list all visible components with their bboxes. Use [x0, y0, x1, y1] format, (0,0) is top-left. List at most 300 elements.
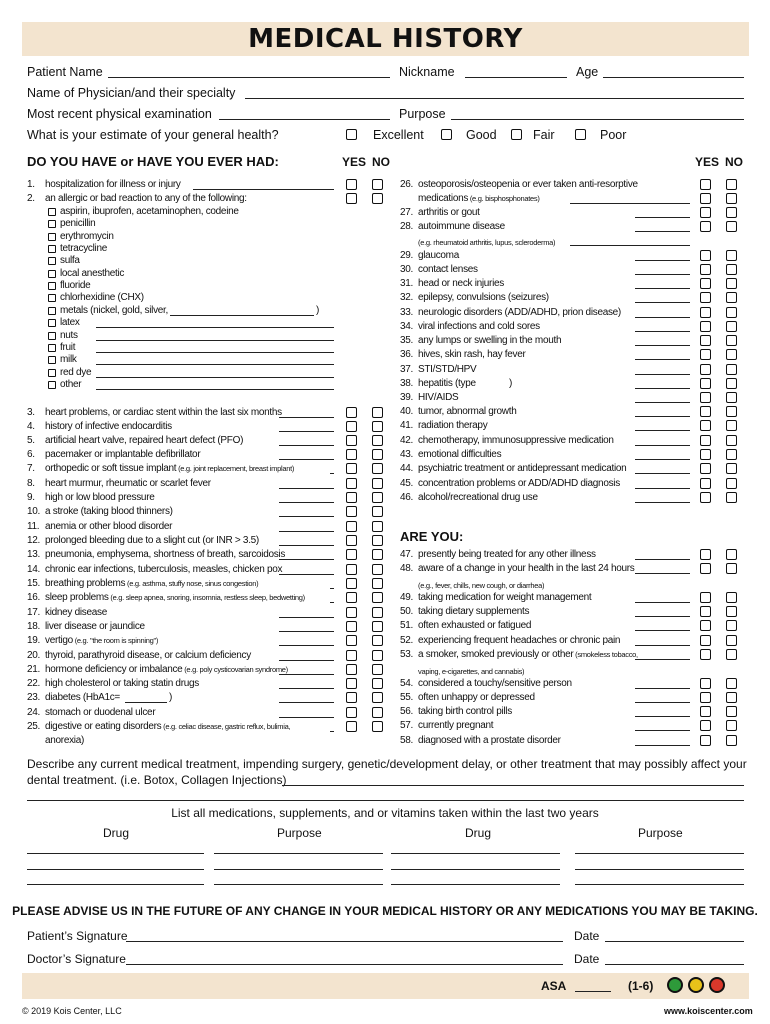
answer-line[interactable]: [635, 645, 690, 646]
no-checkbox[interactable]: [372, 193, 383, 204]
allergen-label: fluoride: [60, 280, 91, 292]
allergen-checkbox[interactable]: [48, 270, 56, 278]
no-checkbox[interactable]: [372, 549, 383, 560]
describe-field-2[interactable]: [27, 800, 744, 801]
yes-checkbox[interactable]: [700, 606, 711, 617]
yes-checkbox[interactable]: [700, 563, 711, 574]
medication-line[interactable]: [27, 853, 204, 854]
allergen-checkbox[interactable]: [48, 344, 56, 352]
yes-checkbox[interactable]: [346, 179, 357, 190]
item-number: 34.: [400, 321, 414, 332]
no-checkbox[interactable]: [372, 607, 383, 618]
no-checkbox[interactable]: [372, 621, 383, 632]
answer-line[interactable]: [330, 731, 334, 732]
yes-checkbox[interactable]: [700, 549, 711, 560]
yes-checkbox[interactable]: [700, 335, 711, 346]
answer-line[interactable]: [635, 616, 690, 617]
no-checkbox[interactable]: [726, 278, 737, 289]
answer-line[interactable]: [635, 473, 690, 474]
yes-checkbox[interactable]: [346, 478, 357, 489]
answer-line[interactable]: [635, 345, 690, 346]
doctor-date-field[interactable]: [605, 964, 744, 965]
yes-checkbox[interactable]: [700, 720, 711, 731]
answer-line[interactable]: [279, 645, 334, 646]
item-label: emotional difficulties: [418, 449, 502, 460]
item-label: experiencing frequent headaches or chronic pain: [418, 635, 621, 646]
answer-line[interactable]: [279, 545, 334, 546]
item-example-note: (e.g. rheumatoid arthritis, lupus, scleroderma): [418, 238, 556, 247]
section-header-are-you: ARE YOU:: [400, 529, 464, 544]
no-checkbox[interactable]: [726, 692, 737, 703]
good-checkbox[interactable]: [441, 129, 452, 140]
yes-checkbox[interactable]: [700, 449, 711, 460]
exam-field[interactable]: [219, 119, 390, 120]
yes-checkbox[interactable]: [700, 678, 711, 689]
answer-line[interactable]: [635, 630, 690, 631]
age-field[interactable]: [603, 77, 744, 78]
yes-checkbox[interactable]: [346, 407, 357, 418]
no-checkbox[interactable]: [372, 692, 383, 703]
allergen-checkbox[interactable]: [48, 294, 56, 302]
red-status-dot[interactable]: [709, 977, 725, 993]
patient-date-field[interactable]: [605, 941, 744, 942]
yes-checkbox[interactable]: [700, 420, 711, 431]
no-checkbox[interactable]: [372, 179, 383, 190]
no-checkbox[interactable]: [726, 678, 737, 689]
item-number: 6.: [27, 449, 35, 460]
item-label: considered a touchy/sensitive person: [418, 678, 572, 689]
answer-line[interactable]: [635, 502, 690, 503]
item-number: 22.: [27, 678, 41, 689]
yes-checkbox[interactable]: [346, 635, 357, 646]
yes-checkbox[interactable]: [700, 221, 711, 232]
no-checkbox[interactable]: [726, 335, 737, 346]
no-checkbox[interactable]: [372, 707, 383, 718]
describe-text: Describe any current medical treatment, impending surgery, genetic/development delay, or other treatment that may possibly affect your: [27, 757, 747, 771]
yes-checkbox[interactable]: [700, 364, 711, 375]
no-checkbox[interactable]: [726, 435, 737, 446]
item-label: chronic ear infections, tuberculosis, measles, chicken pox: [45, 564, 283, 575]
answer-line[interactable]: [635, 302, 690, 303]
no-checkbox[interactable]: [726, 563, 737, 574]
item-example-note: (e.g. asthma, stuffy nose, sinus congestion): [125, 579, 259, 588]
no-checkbox[interactable]: [726, 378, 737, 389]
answer-line[interactable]: [635, 745, 690, 746]
no-checkbox[interactable]: [372, 407, 383, 418]
item-label: heart problems, or cardiac stent within the last six months: [45, 407, 282, 418]
answer-line[interactable]: [635, 217, 690, 218]
item-example-note: (e.g., fever, chills, new cough, or diarrhea): [418, 581, 545, 590]
yes-checkbox[interactable]: [700, 649, 711, 660]
yes-checkbox[interactable]: [346, 449, 357, 460]
no-checkbox[interactable]: [726, 635, 737, 646]
item-label: sleep problems (e.g. sleep apnea, snoring, insomnia, restless sleep, bedwetting): [45, 592, 305, 603]
allergen-line[interactable]: [96, 327, 334, 328]
yes-checkbox[interactable]: [346, 621, 357, 632]
allergen-label: other: [60, 378, 82, 390]
yes-checkbox[interactable]: [346, 463, 357, 474]
medication-line[interactable]: [391, 869, 560, 870]
no-checkbox[interactable]: [726, 592, 737, 603]
item-number: 23.: [27, 692, 41, 703]
item-label: high or low blood pressure: [45, 492, 155, 503]
answer-line[interactable]: [279, 660, 334, 661]
medication-line[interactable]: [27, 869, 204, 870]
allergen-label: nuts: [60, 329, 78, 341]
allergen-checkbox[interactable]: [48, 319, 56, 327]
answer-line[interactable]: [279, 702, 334, 703]
item-label: pacemaker or implantable defibrillator: [45, 449, 201, 460]
yes-checkbox[interactable]: [700, 435, 711, 446]
item-label: diabetes (HbA1c=: [45, 692, 120, 703]
fair-checkbox[interactable]: [511, 129, 522, 140]
item-label: hepatitis (type: [418, 378, 476, 389]
no-checkbox[interactable]: [372, 449, 383, 460]
item-number: 56.: [400, 706, 414, 717]
physician-field[interactable]: [245, 98, 744, 99]
item-number: 12.: [27, 535, 41, 546]
medication-line[interactable]: [391, 884, 560, 885]
answer-line[interactable]: [635, 688, 690, 689]
answer-line[interactable]: [635, 274, 690, 275]
medication-line[interactable]: [575, 884, 744, 885]
item-number: 20.: [27, 650, 41, 661]
yes-checkbox[interactable]: [700, 592, 711, 603]
no-checkbox[interactable]: [726, 649, 737, 660]
yes-checkbox[interactable]: [346, 193, 357, 204]
medication-line[interactable]: [575, 853, 744, 854]
yes-checkbox[interactable]: [346, 506, 357, 517]
no-checkbox[interactable]: [726, 193, 737, 204]
yes-checkbox[interactable]: [700, 478, 711, 489]
item-number: 42.: [400, 435, 414, 446]
item-number: 14.: [27, 564, 41, 575]
asa-label: ASA: [541, 979, 567, 993]
answer-line[interactable]: [279, 445, 334, 446]
patient-signature-label: Patient’s Signature: [27, 929, 128, 943]
yes-checkbox[interactable]: [700, 179, 711, 190]
no-checkbox[interactable]: [726, 420, 737, 431]
medication-line[interactable]: [214, 869, 383, 870]
no-checkbox[interactable]: [372, 678, 383, 689]
yes-checkbox[interactable]: [346, 435, 357, 446]
yes-checkbox[interactable]: [346, 564, 357, 575]
yes-checkbox[interactable]: [346, 721, 357, 732]
yes-checkbox[interactable]: [700, 492, 711, 503]
fair-label: Fair: [533, 128, 555, 142]
yes-checkbox[interactable]: [700, 735, 711, 746]
yes-checkbox[interactable]: [700, 250, 711, 261]
no-checkbox[interactable]: [726, 735, 737, 746]
no-checkbox[interactable]: [726, 307, 737, 318]
item-label: a stroke (taking blood thinners): [45, 506, 173, 517]
allergen-checkbox[interactable]: [48, 220, 56, 228]
answer-line[interactable]: [330, 602, 334, 603]
answer-line[interactable]: [635, 702, 690, 703]
describe-field[interactable]: [282, 785, 744, 786]
item25-continued: anorexia): [45, 735, 84, 746]
answer-line[interactable]: [279, 516, 334, 517]
answer-line[interactable]: [279, 531, 334, 532]
medication-line[interactable]: [27, 884, 204, 885]
no-checkbox[interactable]: [726, 179, 737, 190]
allergen-checkbox[interactable]: [48, 356, 56, 364]
item-label: alcohol/recreational drug use: [418, 492, 538, 503]
nickname-label: Nickname: [399, 65, 455, 79]
item-number: 49.: [400, 592, 414, 603]
yes-checkbox[interactable]: [346, 650, 357, 661]
asa-field[interactable]: [575, 991, 611, 992]
answer-line[interactable]: [330, 588, 334, 589]
medication-line[interactable]: [214, 853, 383, 854]
purpose-field[interactable]: [451, 119, 744, 120]
allergen-label: metals (nickel, gold, silver,: [60, 304, 169, 316]
answer-line[interactable]: [279, 717, 334, 718]
no-checkbox[interactable]: [726, 221, 737, 232]
green-status-dot[interactable]: [667, 977, 683, 993]
no-checkbox[interactable]: [726, 250, 737, 261]
answer-line[interactable]: [279, 617, 334, 618]
yes-checkbox[interactable]: [346, 692, 357, 703]
no-checkbox[interactable]: [372, 506, 383, 517]
yes-checkbox[interactable]: [346, 592, 357, 603]
section-header-have: DO YOU HAVE or HAVE YOU EVER HAD:: [27, 154, 279, 169]
answer-line[interactable]: [635, 559, 690, 560]
yes-checkbox[interactable]: [346, 607, 357, 618]
allergen-line[interactable]: [96, 377, 334, 378]
yes-checkbox[interactable]: [700, 292, 711, 303]
no-checkbox[interactable]: [372, 521, 383, 532]
no-checkbox[interactable]: [372, 721, 383, 732]
asa-range: (1-6): [628, 979, 654, 993]
no-checkbox[interactable]: [372, 578, 383, 589]
no-checkbox[interactable]: [726, 364, 737, 375]
item-label: concentration problems or ADD/ADHD diagnosis: [418, 478, 620, 489]
item-number: 44.: [400, 463, 414, 474]
patient-name-field[interactable]: [108, 77, 390, 78]
answer-line[interactable]: [635, 573, 690, 574]
allergen-checkbox[interactable]: [48, 245, 56, 253]
item-number: 35.: [400, 335, 414, 346]
answer-line[interactable]: [635, 231, 690, 232]
answer-line[interactable]: [279, 488, 334, 489]
answer-line[interactable]: [570, 203, 690, 204]
no-checkbox[interactable]: [372, 435, 383, 446]
answer-line[interactable]: [279, 431, 334, 432]
answer-line[interactable]: [279, 574, 334, 575]
no-checkbox[interactable]: [726, 449, 737, 460]
item-label: medications (e.g. bisphosphonates): [418, 193, 540, 204]
answer-line[interactable]: [570, 245, 690, 246]
yes-checkbox[interactable]: [700, 278, 711, 289]
yes-checkbox[interactable]: [346, 535, 357, 546]
yes-checkbox[interactable]: [346, 707, 357, 718]
medication-line[interactable]: [391, 853, 560, 854]
allergen-label: penicillin: [60, 218, 96, 230]
no-checkbox[interactable]: [726, 264, 737, 275]
allergen-line[interactable]: [170, 315, 314, 316]
allergen-line[interactable]: [96, 389, 334, 390]
answer-line[interactable]: [635, 331, 690, 332]
no-checkbox[interactable]: [726, 720, 737, 731]
no-checkbox[interactable]: [372, 592, 383, 603]
item-label: history of infective endocarditis: [45, 421, 172, 432]
yes-checkbox[interactable]: [346, 664, 357, 675]
item-example-note: (e.g. sleep apnea, snoring, insomnia, restless sleep, bedwetting): [108, 593, 305, 602]
medication-line[interactable]: [575, 869, 744, 870]
allergen-line[interactable]: [96, 364, 334, 365]
yes-checkbox[interactable]: [700, 349, 711, 360]
no-checkbox[interactable]: [726, 406, 737, 417]
no-checkbox[interactable]: [372, 564, 383, 575]
answer-line[interactable]: [279, 417, 334, 418]
item-label: STI/STD/HPV: [418, 364, 477, 375]
no-checkbox[interactable]: [726, 492, 737, 503]
yes-checkbox[interactable]: [700, 692, 711, 703]
no-checkbox[interactable]: [726, 478, 737, 489]
answer-line[interactable]: [635, 430, 690, 431]
no-checkbox[interactable]: [372, 492, 383, 503]
answer-line[interactable]: [193, 189, 334, 190]
answer-line[interactable]: [635, 445, 690, 446]
answer-line[interactable]: [635, 716, 690, 717]
no-checkbox[interactable]: [372, 535, 383, 546]
no-checkbox[interactable]: [726, 706, 737, 717]
no-checkbox[interactable]: [726, 606, 737, 617]
no-checkbox[interactable]: [372, 421, 383, 432]
no-checkbox[interactable]: [726, 549, 737, 560]
yes-checkbox[interactable]: [700, 463, 711, 474]
answer-line[interactable]: [330, 473, 334, 474]
nickname-field[interactable]: [465, 77, 567, 78]
yes-checkbox[interactable]: [700, 620, 711, 631]
allergen-label: red dye: [60, 366, 92, 378]
excellent-checkbox[interactable]: [346, 129, 357, 140]
answer-line[interactable]: [635, 730, 690, 731]
item-number: 55.: [400, 692, 414, 703]
item-number: 58.: [400, 735, 414, 746]
answer-line[interactable]: [635, 359, 690, 360]
yes-checkbox[interactable]: [700, 635, 711, 646]
yes-checkbox[interactable]: [700, 378, 711, 389]
yes-checkbox[interactable]: [346, 492, 357, 503]
allergen-line[interactable]: [96, 340, 334, 341]
answer-line[interactable]: [635, 388, 690, 389]
drug-col-2: Drug: [465, 826, 492, 840]
item-label: artificial heart valve, repaired heart defect (PFO): [45, 435, 244, 446]
no-checkbox[interactable]: [372, 635, 383, 646]
answer-line[interactable]: [635, 416, 690, 417]
purpose-label: Purpose: [399, 107, 446, 121]
item-label: breathing problems (e.g. asthma, stuffy nose, sinus congestion): [45, 578, 259, 589]
yes-checkbox[interactable]: [346, 549, 357, 560]
yellow-status-dot[interactable]: [688, 977, 704, 993]
item-number: 17.: [27, 607, 41, 618]
answer-line[interactable]: [279, 502, 334, 503]
yes-checkbox[interactable]: [346, 521, 357, 532]
no-checkbox[interactable]: [726, 292, 737, 303]
no-checkbox[interactable]: [726, 620, 737, 631]
answer-line[interactable]: [635, 374, 690, 375]
answer-line[interactable]: [635, 317, 690, 318]
answer-line[interactable]: [635, 459, 690, 460]
answer-line[interactable]: [635, 402, 690, 403]
yes-checkbox[interactable]: [346, 578, 357, 589]
item-label: prolonged bleeding due to a slight cut (or INR > 3.5): [45, 535, 259, 546]
allergen-line[interactable]: [96, 352, 334, 353]
poor-checkbox[interactable]: [575, 129, 586, 140]
allergen-checkbox[interactable]: [48, 332, 56, 340]
yes-checkbox[interactable]: [700, 207, 711, 218]
medication-line[interactable]: [214, 884, 383, 885]
yes-checkbox[interactable]: [700, 264, 711, 275]
item-number: 11.: [27, 521, 40, 532]
item-label: digestive or eating disorders (e.g. celiac disease, gastric reflux, bulimia,: [45, 721, 291, 732]
answer-line[interactable]: [635, 602, 690, 603]
no-checkbox[interactable]: [372, 664, 383, 675]
no-checkbox[interactable]: [726, 207, 737, 218]
item-label: orthopedic or soft tissue implant (e.g. joint replacement, breast implant): [45, 463, 295, 474]
allergen-checkbox[interactable]: [48, 307, 56, 315]
describe-text-2: dental treatment. (i.e. Botox, Collagen Injections): [27, 773, 287, 787]
item-number: 16.: [27, 592, 41, 603]
allergen-checkbox[interactable]: [48, 257, 56, 265]
yes-checkbox[interactable]: [700, 193, 711, 204]
answer-line[interactable]: [279, 459, 334, 460]
answer-line[interactable]: [279, 674, 334, 675]
allergen-checkbox[interactable]: [48, 381, 56, 389]
yes-checkbox[interactable]: [700, 406, 711, 417]
no-checkbox[interactable]: [726, 463, 737, 474]
answer-line[interactable]: [635, 260, 690, 261]
item-number: 1.: [27, 179, 35, 190]
allergen-checkbox[interactable]: [48, 208, 56, 216]
yes-checkbox[interactable]: [700, 321, 711, 332]
hba1c-field[interactable]: [125, 702, 167, 703]
no-checkbox[interactable]: [726, 349, 737, 360]
item-label: HIV/AIDS: [418, 392, 459, 403]
answer-line[interactable]: [279, 559, 334, 560]
answer-line[interactable]: [635, 488, 690, 489]
no-checkbox[interactable]: [372, 650, 383, 661]
yes-checkbox[interactable]: [346, 678, 357, 689]
item-label: chemotherapy, immunosuppressive medication: [418, 435, 614, 446]
yes-checkbox[interactable]: [700, 706, 711, 717]
no-checkbox[interactable]: [726, 321, 737, 332]
no-checkbox[interactable]: [726, 392, 737, 403]
yes-checkbox[interactable]: [700, 392, 711, 403]
item-number: 24.: [27, 707, 41, 718]
answer-line[interactable]: [279, 631, 334, 632]
item-label: a smoker, smoked previously or other (smokeless tobacco,: [418, 649, 638, 660]
yes-checkbox[interactable]: [700, 307, 711, 318]
allergen-checkbox[interactable]: [48, 369, 56, 377]
answer-line[interactable]: [635, 288, 690, 289]
item-example-note: (e.g. bisphosphonates): [468, 194, 540, 203]
page-title: MEDICAL HISTORY: [22, 22, 749, 56]
patient-signature-field[interactable]: [126, 941, 563, 942]
metals-close: ): [316, 304, 320, 316]
no-checkbox[interactable]: [372, 478, 383, 489]
item-number: 47.: [400, 549, 414, 560]
answer-line[interactable]: [279, 688, 334, 689]
doctor-signature-field[interactable]: [126, 964, 563, 965]
answer-line[interactable]: [635, 659, 690, 660]
allergen-checkbox[interactable]: [48, 282, 56, 290]
yes-checkbox[interactable]: [346, 421, 357, 432]
allergen-checkbox[interactable]: [48, 233, 56, 241]
no-checkbox[interactable]: [372, 463, 383, 474]
